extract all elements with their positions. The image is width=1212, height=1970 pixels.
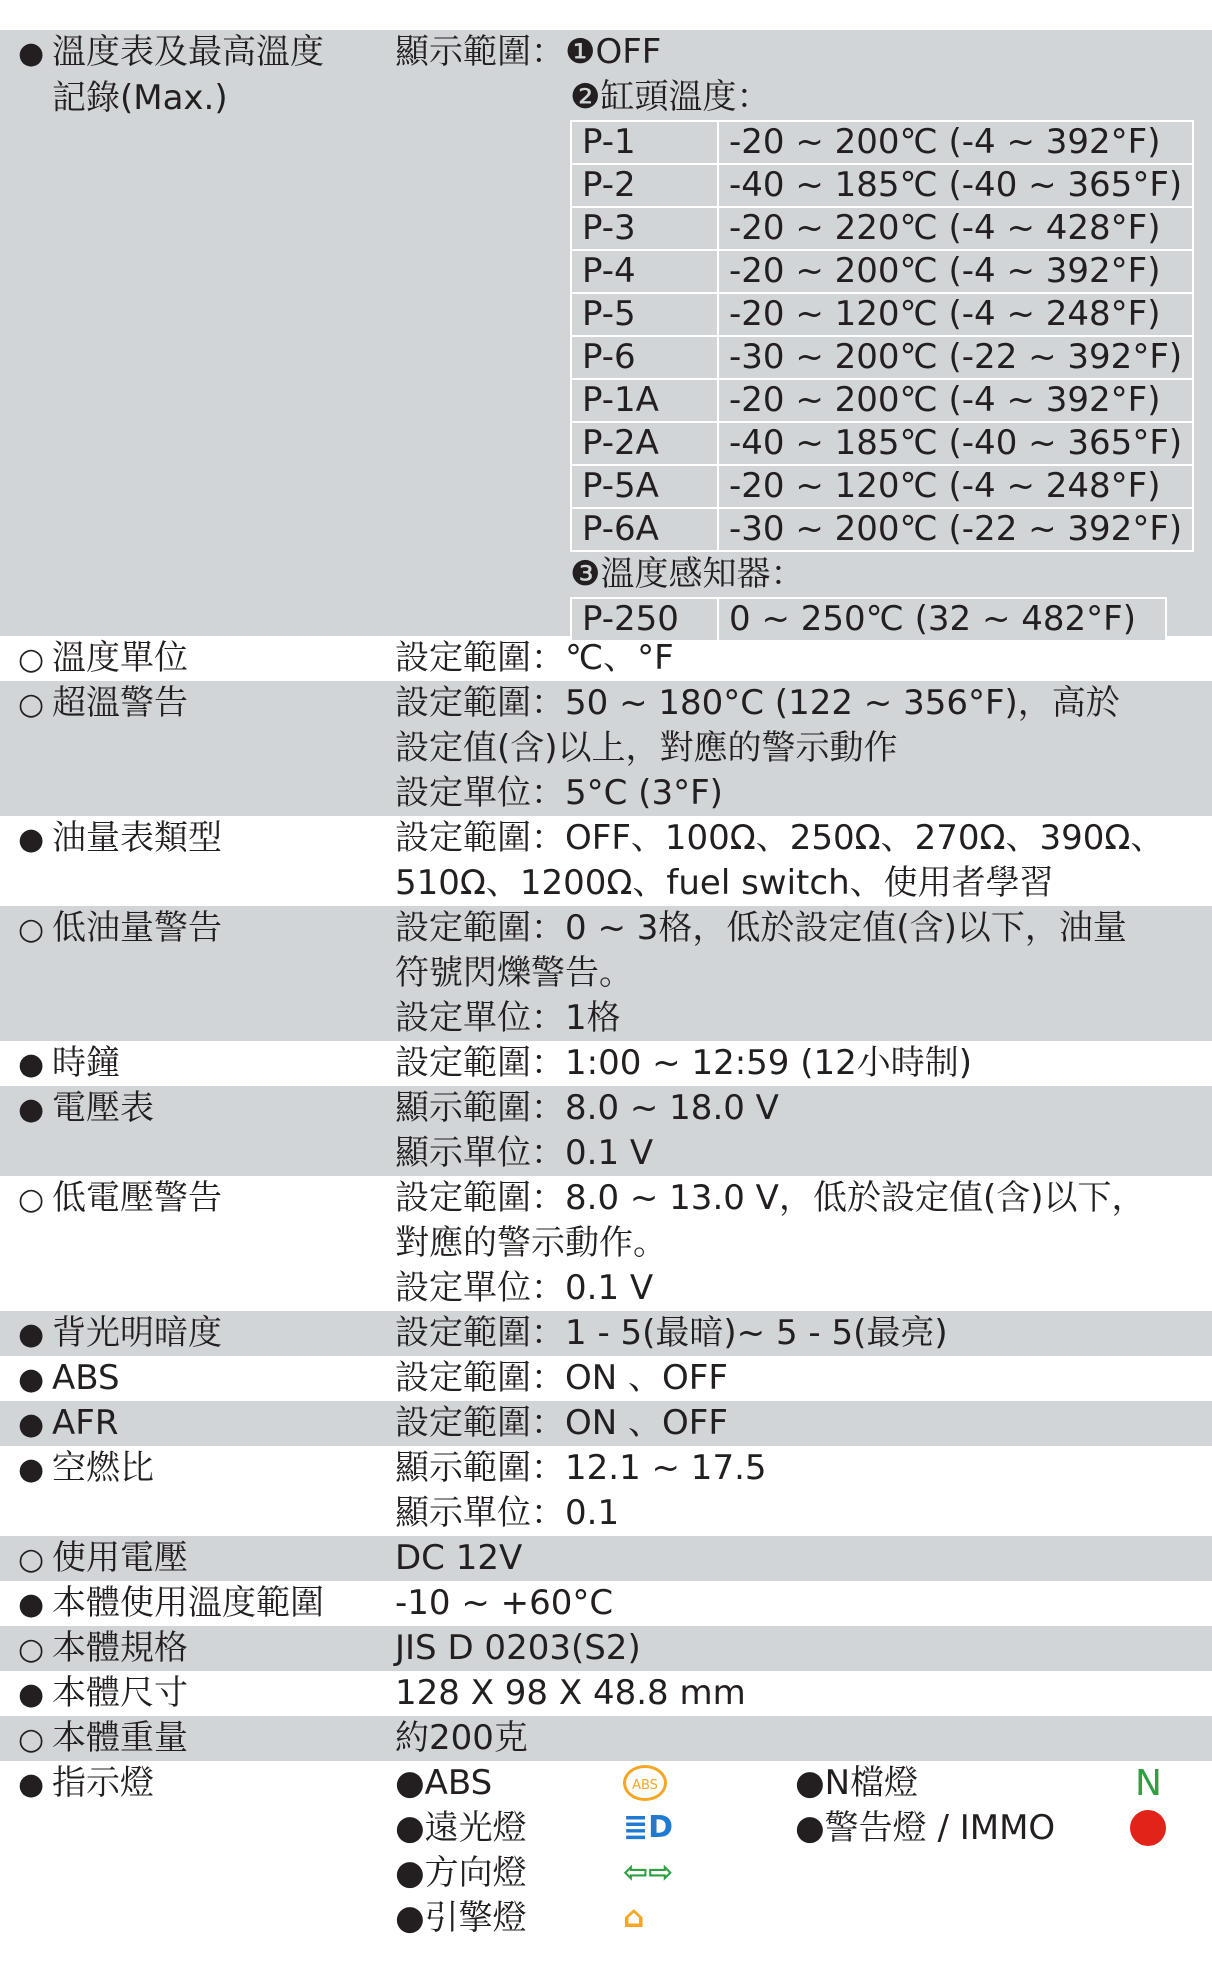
spec-value-line: 設定單位：0.1 V <box>395 1268 654 1308</box>
filled-bullet-icon: ● <box>18 1362 45 1397</box>
spec-value-line: 設定範圍：1:00 ~ 12:59 (12小時制) <box>395 1043 973 1083</box>
sensor-code: P-1A <box>571 379 718 422</box>
cylinder-head-temp-heading: ❷缸頭溫度： <box>570 77 771 117</box>
spec-value-line: 設定範圍：ON 、OFF <box>395 1358 728 1398</box>
spec-row <box>0 681 1212 816</box>
spec-value-line: 設定範圍：ON 、OFF <box>395 1403 728 1443</box>
spec-row <box>0 1446 1212 1536</box>
sensor-table-row <box>571 121 1193 164</box>
sensor-table <box>570 120 1194 552</box>
spec-value-line: 設定範圍：8.0 ~ 13.0 V，低於設定值(含)以下， <box>395 1178 1146 1218</box>
spec-row <box>0 1356 1212 1401</box>
spec-value <box>395 1581 1212 1626</box>
spec-value-line: 設定範圍：OFF、100Ω、250Ω、270Ω、390Ω、 <box>395 818 1165 858</box>
spec-label-text: 超溫警告 <box>52 683 188 723</box>
spec-label-text: 背光明暗度 <box>52 1313 222 1353</box>
sensor-range: -20 ~ 200℃ (-4 ~ 392°F) <box>718 250 1193 293</box>
sensor-range: -40 ~ 185℃ (-40 ~ 365°F) <box>718 422 1193 465</box>
temp-gauge-content <box>395 30 1212 642</box>
neutral-gear-icon: N <box>1135 1763 1162 1804</box>
sensor-code: P-6 <box>571 336 718 379</box>
spec-label <box>18 906 222 952</box>
spec-label <box>18 1716 188 1762</box>
spec-label-text: 本體重量 <box>52 1718 188 1758</box>
spec-value-line: 128 X 98 X 48.8 mm <box>395 1673 746 1713</box>
spec-value <box>395 816 1212 906</box>
spec-row <box>0 906 1212 1041</box>
filled-bullet-icon: ● <box>18 36 45 71</box>
sensor-table-row <box>571 164 1193 207</box>
filled-bullet-icon: ● <box>18 1092 45 1127</box>
spec-value-line: 顯示單位：0.1 <box>395 1493 620 1533</box>
indicator-item: ●方向燈 <box>395 1853 527 1893</box>
spec-row <box>0 1041 1212 1086</box>
spec-value-line: DC 12V <box>395 1538 523 1578</box>
spec-value <box>395 1626 1212 1671</box>
sensor-table-row <box>571 207 1193 250</box>
temp-sensor-heading: ❸溫度感知器： <box>570 554 805 594</box>
spec-row <box>0 1716 1212 1761</box>
spec-value <box>395 1041 1212 1086</box>
spec-label-text: AFR <box>52 1403 119 1443</box>
sensor-code: P-2A <box>571 422 718 465</box>
filled-bullet-icon: ● <box>18 1407 45 1442</box>
sensor-table-row <box>571 293 1193 336</box>
spec-value-line: 約200克 <box>395 1718 528 1758</box>
spec-value <box>395 1401 1212 1446</box>
spec-value-line: 設定單位：5°C (3°F) <box>395 773 723 813</box>
hollow-bullet-icon: ○ <box>18 1722 45 1757</box>
spec-value-line: 設定範圍：0 ~ 3格，低於設定值(含)以下，油量 <box>395 908 1127 948</box>
high-beam-icon: ≣D <box>623 1810 674 1845</box>
hollow-bullet-icon: ○ <box>18 1542 45 1577</box>
sensor-range: 0 ~ 250℃ (32 ~ 482°F) <box>718 598 1166 641</box>
spec-row <box>0 1401 1212 1446</box>
sensor-table-row <box>571 422 1193 465</box>
spec-value-line: -10 ~ +60°C <box>395 1583 614 1623</box>
temp-gauge-row <box>0 30 1212 639</box>
spec-value-line: 對應的警示動作。 <box>395 1223 667 1263</box>
spec-row <box>0 1086 1212 1176</box>
sensor-range: -20 ~ 120℃ (-4 ~ 248°F) <box>718 465 1193 508</box>
spec-label-text: 溫度單位 <box>52 638 188 678</box>
spec-label-text: 低電壓警告 <box>52 1178 222 1218</box>
spec-row <box>0 1311 1212 1356</box>
spec-value <box>395 1086 1212 1176</box>
spec-value-line: 設定單位：1格 <box>395 998 621 1038</box>
spec-label <box>18 1311 222 1357</box>
indicator-item: ●遠光燈 <box>395 1808 527 1848</box>
indicator-grid <box>395 1761 1212 1941</box>
spec-row <box>0 1536 1212 1581</box>
sensor-table-row <box>571 598 1166 641</box>
filled-bullet-icon: ● <box>18 1317 45 1352</box>
spec-label-text: 本體尺寸 <box>52 1673 188 1713</box>
spec-value-line: 顯示單位：0.1 V <box>395 1133 654 1173</box>
spec-label-text: 本體使用溫度範圍 <box>52 1583 324 1623</box>
spec-value <box>395 681 1212 816</box>
spec-label-text: 使用電壓 <box>52 1538 188 1578</box>
sensor-code: P-250 <box>571 598 718 641</box>
spec-label-text: 電壓表 <box>52 1088 154 1128</box>
spec-label-text: 時鐘 <box>52 1043 120 1083</box>
spec-row <box>0 816 1212 906</box>
sensor-table-row <box>571 336 1193 379</box>
sensor-range: -20 ~ 120℃ (-4 ~ 248°F) <box>718 293 1193 336</box>
spec-label <box>18 1086 154 1132</box>
filled-bullet-icon: ● <box>18 1767 45 1802</box>
spec-row <box>0 636 1212 681</box>
sensor-range: -20 ~ 200℃ (-4 ~ 392°F) <box>718 121 1193 164</box>
spec-label <box>18 636 188 682</box>
spec-value <box>395 636 1212 681</box>
hollow-bullet-icon: ○ <box>18 687 45 722</box>
indicator-label: ● 指示燈 <box>18 1761 154 1807</box>
turn-signal-icon: ⇦⇨ <box>623 1855 674 1890</box>
hollow-bullet-icon: ○ <box>18 642 45 677</box>
spec-row <box>0 1626 1212 1671</box>
filled-bullet-icon: ● <box>18 1452 45 1487</box>
spec-label-text: ABS <box>52 1358 120 1398</box>
filled-bullet-icon: ● <box>18 1677 45 1712</box>
spec-sheet <box>0 30 1212 1946</box>
sensor-table-row <box>571 508 1193 551</box>
sensor-code: P-4 <box>571 250 718 293</box>
sensor-range: -20 ~ 220℃ (-4 ~ 428°F) <box>718 207 1193 250</box>
sensor-table-row <box>571 465 1193 508</box>
spec-value-line: 設定值(含)以上，對應的警示動作 <box>395 728 898 768</box>
spec-value-line: 設定範圍：1 - 5(最暗)~ 5 - 5(最亮) <box>395 1313 948 1353</box>
abs-warning-icon: ABS <box>623 1765 667 1801</box>
sensor-range: -30 ~ 200℃ (-22 ~ 392°F) <box>718 336 1193 379</box>
spec-label <box>18 1536 188 1582</box>
spec-value-line: 顯示範圍：12.1 ~ 17.5 <box>395 1448 767 1488</box>
spec-value-line: 設定範圍：℃、°F <box>395 638 674 678</box>
indicator-row <box>0 1761 1212 1946</box>
spec-label <box>18 681 188 727</box>
spec-label-text: 本體規格 <box>52 1628 188 1668</box>
temp-gauge-label: ● 溫度表及最高溫度 記錄(Max.) <box>18 32 324 118</box>
warning-red-dot-icon <box>1130 1810 1166 1846</box>
indicator-item: ●ABS <box>395 1763 493 1803</box>
sensor-table-row <box>571 379 1193 422</box>
spec-row <box>0 1581 1212 1626</box>
spec-value-line: JIS D 0203(S2) <box>395 1628 641 1668</box>
spec-value <box>395 1311 1212 1356</box>
filled-bullet-icon: ● <box>18 1587 45 1622</box>
spec-value-line: 設定範圍：50 ~ 180°C (122 ~ 356°F)，高於 <box>395 683 1120 723</box>
spec-value <box>395 1716 1212 1761</box>
spec-label <box>18 1176 222 1222</box>
spec-label <box>18 1671 188 1717</box>
spec-label-text: 低油量警告 <box>52 908 222 948</box>
spec-value <box>395 1536 1212 1581</box>
spec-label <box>18 1446 154 1492</box>
indicator-item: ●警告燈 / IMMO <box>795 1808 1056 1848</box>
hollow-bullet-icon: ○ <box>18 1182 45 1217</box>
hollow-bullet-icon: ○ <box>18 1632 45 1667</box>
indicator-item: ●N檔燈 <box>795 1763 919 1803</box>
filled-bullet-icon: ● <box>18 822 45 857</box>
spec-label <box>18 1581 324 1627</box>
spec-label-text: 油量表類型 <box>52 818 222 858</box>
spec-value <box>395 1356 1212 1401</box>
sensor-code: P-5 <box>571 293 718 336</box>
spec-value-line: 顯示範圍：8.0 ~ 18.0 V <box>395 1088 779 1128</box>
spec-value <box>395 1446 1212 1536</box>
spec-value <box>395 906 1212 1041</box>
spec-label <box>18 816 222 862</box>
sensor-table-row <box>571 250 1193 293</box>
filled-bullet-icon: ● <box>18 1047 45 1082</box>
sensor-code: P-2 <box>571 164 718 207</box>
indicator-item: ●引擎燈 <box>395 1898 527 1938</box>
spec-label <box>18 1401 118 1447</box>
spec-label-text: 空燃比 <box>52 1448 154 1488</box>
spec-label <box>18 1626 188 1672</box>
spec-rows <box>0 636 1212 1761</box>
spec-value <box>395 1671 1212 1716</box>
sensor-code: P-6A <box>571 508 718 551</box>
spec-value-line: 510Ω、1200Ω、fuel switch、使用者學習 <box>395 863 1054 903</box>
sensor-range: -40 ~ 185℃ (-40 ~ 365°F) <box>718 164 1193 207</box>
spec-value <box>395 1176 1212 1311</box>
sensor-code: P-5A <box>571 465 718 508</box>
sensor-range: -20 ~ 200℃ (-4 ~ 392°F) <box>718 379 1193 422</box>
sensor-range: -30 ~ 200℃ (-22 ~ 392°F) <box>718 508 1193 551</box>
spec-label <box>18 1041 120 1087</box>
spec-row <box>0 1671 1212 1716</box>
sensor-code: P-1 <box>571 121 718 164</box>
temp-display-range: 顯示範圍：❶OFF <box>395 32 662 72</box>
engine-icon: ⌂ <box>623 1900 645 1935</box>
spec-label <box>18 1356 120 1402</box>
sensor-code: P-3 <box>571 207 718 250</box>
spec-value-line: 符號閃爍警告。 <box>395 953 633 993</box>
spec-row <box>0 1176 1212 1311</box>
hollow-bullet-icon: ○ <box>18 912 45 947</box>
